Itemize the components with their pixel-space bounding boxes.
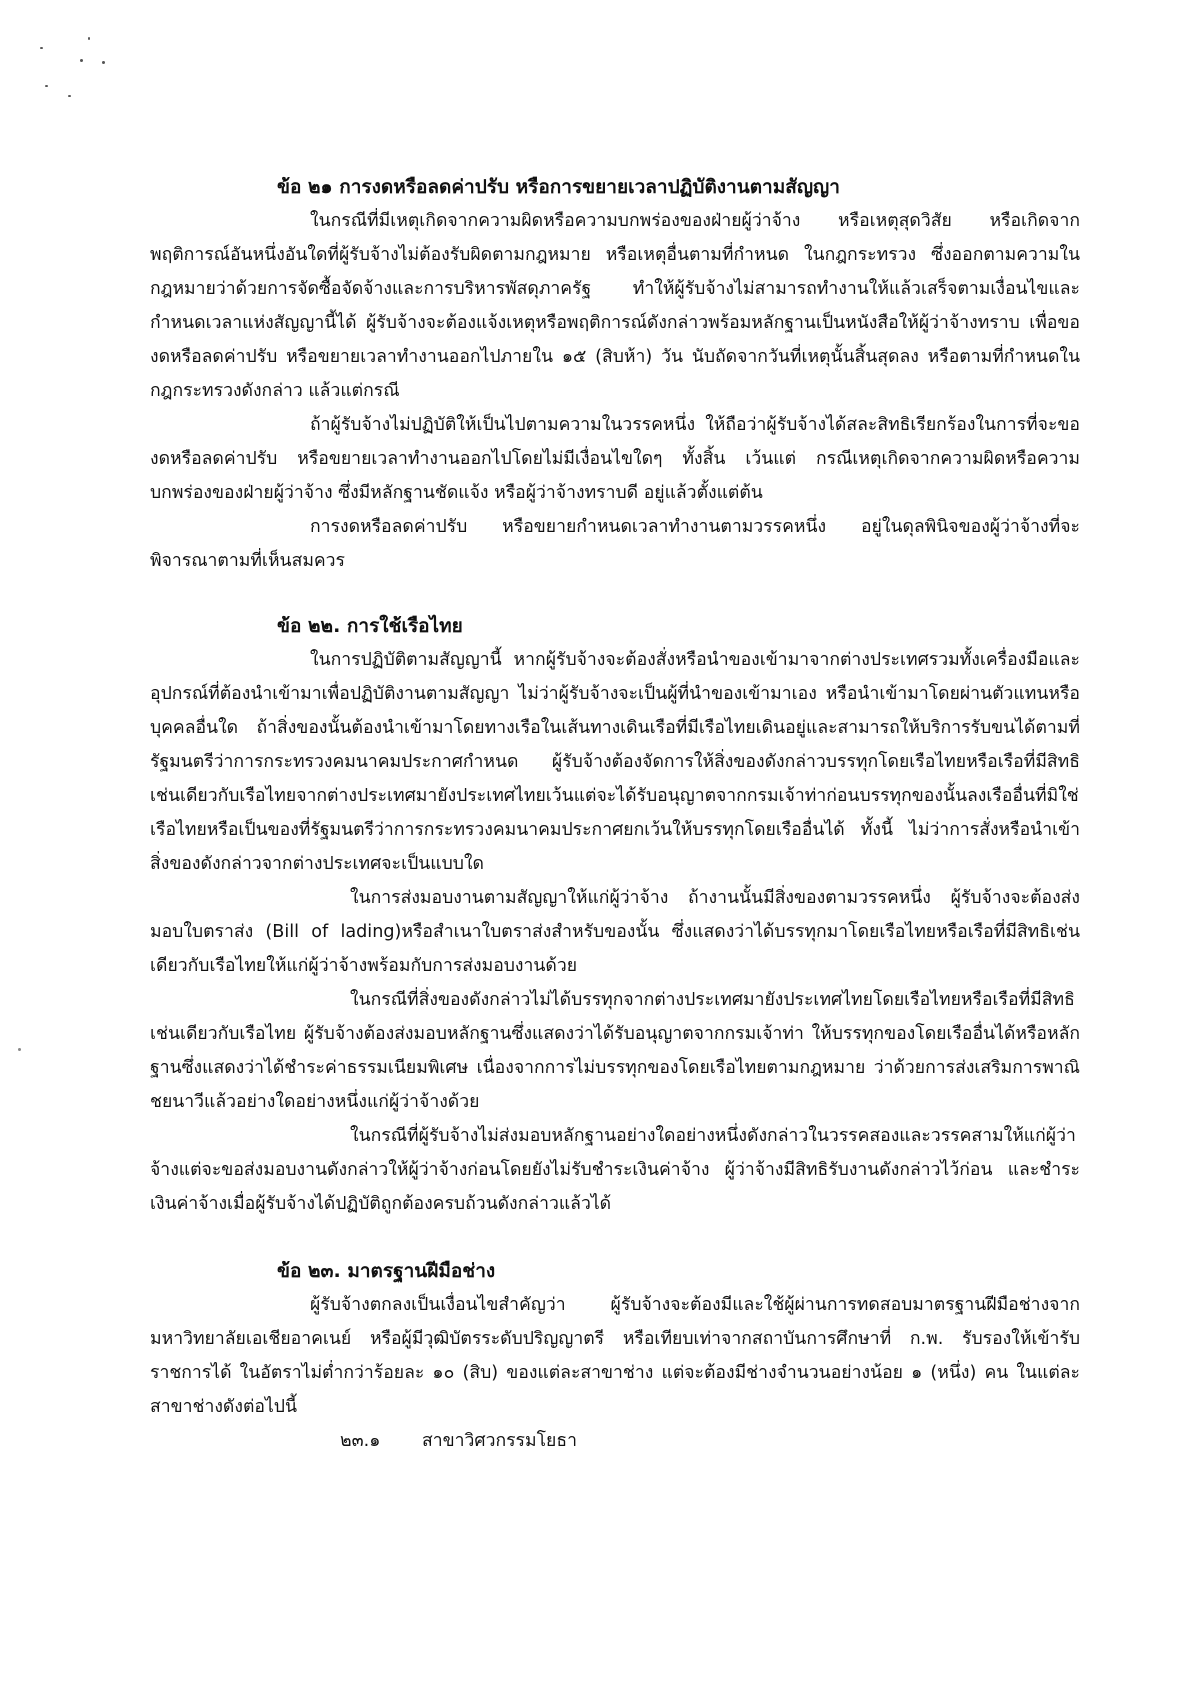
scan-speck [45,85,48,87]
scan-speck [68,95,71,97]
section-21 [150,170,1080,578]
section-gap [150,578,1080,609]
section-22-paragraph-2: ในการส่งมอบงานตามสัญญาให้แก่ผู้ว่าจ้าง ถ้างานนั้นมีสิ่งของตามวรรคหนึ่ง ผู้รับจ้างจะต้องส่งมอบใบตราส่ง (Bill of lading)หรือสำเนาใบตราส่งสำหรับของนั้น ซึ่งแสดงว่าได้บรรทุกมาโดยเรือไทยหรือเรือที่มีสิทธิเช่นเดียวกับเรือไทยให้แก่ผู้ว่าจ้างพร้อมกับการส่งมอบงานด้วย [150,888,1080,976]
section-21-heading: ข้อ ๒๑ การงดหรือลดค่าปรับ หรือการขยายเวลาปฏิบัติงานตามสัญญา [277,176,840,198]
section-23-subitem [150,1424,1080,1458]
section-22-paragraph-4: ในกรณีที่ผู้รับจ้างไม่ส่งมอบหลักฐานอย่างใดอย่างหนึ่งดังกล่าวในวรรคสองและวรรคสามให้แก่ผู้ว่าจ้างแต่จะขอส่งมอบงานดังกล่าวให้ผู้ว่าจ้างก่อนโดยยังไม่รับชำระเงินค่าจ้าง ผู้ว่าจ้างมีสิทธิรับงานดังกล่าวไว้ก่อน และชำระเงินค่าจ้างเมื่อผู้รับจ้างได้ปฏิบัติถูกต้องครบถ้วนดังกล่าวแล้วได้ [150,1126,1080,1214]
scan-speck [18,1048,21,1051]
section-21-paragraph-2: ถ้าผู้รับจ้างไม่ปฏิบัติให้เป็นไปตามความในวรรคหนึ่ง ให้ถือว่าผู้รับจ้างได้สละสิทธิเรียกร้องในการที่จะของดหรือลดค่าปรับ หรือขยายเวลาทำงานออกไปโดยไม่มีเงื่อนไขใดๆ ทั้งสิ้น เว้นแต่ กรณีเหตุเกิดจากความผิดหรือความบกพร่องของฝ่ายผู้ว่าจ้าง ซึ่งมีหลักฐานชัดแจ้ง หรือผู้ว่าจ้างทราบดี อยู่แล้วตั้งแต่ต้น [150,415,1080,503]
section-gap [150,1221,1080,1254]
section-22 [150,609,1080,1221]
section-21-paragraph-3: การงดหรือลดค่าปรับ หรือขยายกำหนดเวลาทำงานตามวรรคหนึ่ง อยู่ในดุลพินิจของผู้ว่าจ้างที่จะพิจารณาตามที่เห็นสมควร [150,517,1080,571]
section-22-paragraph-3: ในกรณีที่สิ่งของดังกล่าวไม่ได้บรรทุกจากต่างประเทศมายังประเทศไทยโดยเรือไทยหรือเรือที่มีสิทธิเช่นเดียวกับเรือไทย ผู้รับจ้างต้องส่งมอบหลักฐานซึ่งแสดงว่าได้รับอนุญาตจากกรมเจ้าท่า ให้บรรทุกของโดยเรืออื่นได้หรือหลักฐานซึ่งแสดงว่าได้ชำระค่าธรรมเนียมพิเศษ เนื่องจากการไม่บรรทุกของโดยเรือไทยตามกฎหมาย ว่าด้วยการส่งเสริมการพาณิชยนาวีแล้วอย่างใดอย่างหนึ่งแก่ผู้ว่าจ้างด้วย [150,990,1080,1112]
document-body [150,170,1080,1458]
subitem-label: สาขาวิศวกรรมโยธา [422,1431,577,1451]
section-23-paragraph-1: ผู้รับจ้างตกลงเป็นเงื่อนไขสำคัญว่า ผู้รับจ้างจะต้องมีและใช้ผู้ผ่านการทดสอบมาตรฐานฝีมือช่างจากมหาวิทยาลัยเอเชียอาคเนย์ หรือผู้มีวุฒิบัตรระดับปริญญาตรี หรือเทียบเท่าจากสถาบันการศึกษาที่ ก.พ. รับรองให้เข้ารับราชการได้ ในอัตราไม่ต่ำกว่าร้อยละ ๑๐ (สิบ) ของแต่ละสาขาช่าง แต่จะต้องมีช่างจำนวนอย่างน้อย ๑ (หนึ่ง) คน ในแต่ละสาขาช่างดังต่อไปนี้ [150,1295,1080,1417]
section-22-heading: ข้อ ๒๒. การใช้เรือไทย [277,615,463,637]
scan-speck [40,47,43,49]
subitem-number: ๒๓.๑ [340,1431,381,1451]
scan-speck [80,59,83,62]
section-23-heading: ข้อ ๒๓. มาตรฐานฝีมือช่าง [277,1260,496,1282]
scan-specks [40,35,140,115]
section-22-paragraph-1: ในการปฏิบัติตามสัญญานี้ หากผู้รับจ้างจะต้องสั่งหรือนำของเข้ามาจากต่างประเทศรวมทั้งเครื่องมือและอุปกรณ์ที่ต้องนำเข้ามาเพื่อปฏิบัติงานตามสัญญา ไม่ว่าผู้รับจ้างจะเป็นผู้ที่นำของเข้ามาเอง หรือนำเข้ามาโดยผ่านตัวแทนหรือบุคคลอื่นใด ถ้าสิ่งของนั้นต้องนำเข้ามาโดยทางเรือในเส้นทางเดินเรือที่มีเรือไทยเดินอยู่และสามารถให้บริการรับขนได้ตามที่รัฐมนตรีว่าการกระทรวงคมนาคมประกาศกำหนด ผู้รับจ้างต้องจัดการให้สิ่งของดังกล่าวบรรทุกโดยเรือไทยหรือเรือที่มีสิทธิเช่นเดียวกับเรือไทยจากต่างประเทศมายังประเทศไทยเว้นแต่จะได้รับอนุญาตจากกรมเจ้าท่าก่อนบรรทุกของนั้นลงเรืออื่นที่มิใช่เรือไทยหรือเป็นของที่รัฐมนตรีว่าการกระทรวงคมนาคมประกาศยกเว้นให้บรรทุกโดยเรืออื่นได้ ทั้งนี้ ไม่ว่าการสั่งหรือนำเข้าสิ่งของดังกล่าวจากต่างประเทศจะเป็นแบบใด [150,650,1080,874]
section-23 [150,1254,1080,1458]
section-21-paragraph-1: ในกรณีที่มีเหตุเกิดจากความผิดหรือความบกพร่องของฝ่ายผู้ว่าจ้าง หรือเหตุสุดวิสัย หรือเกิดจากพฤติการณ์อันหนึ่งอันใดที่ผู้รับจ้างไม่ต้องรับผิดตามกฎหมาย หรือเหตุอื่นตามที่กำหนด ในกฎกระทรวง ซึ่งออกตามความในกฎหมายว่าด้วยการจัดซื้อจัดจ้างและการบริหารพัสดุภาครัฐ ทำให้ผู้รับจ้างไม่สามารถทำงานให้แล้วเสร็จตามเงื่อนไขและกำหนดเวลาแห่งสัญญานี้ได้ ผู้รับจ้างจะต้องแจ้งเหตุหรือพฤติการณ์ดังกล่าวพร้อมหลักฐานเป็นหนังสือให้ผู้ว่าจ้างทราบ เพื่อของดหรือลดค่าปรับ หรือขยายเวลาทำงานออกไปภายใน ๑๕ (สิบห้า) วัน นับถัดจากวันที่เหตุนั้นสิ้นสุดลง หรือตามที่กำหนดในกฎกระทรวงดังกล่าว แล้วแต่กรณี [150,211,1080,401]
scan-speck [88,37,90,40]
scan-speck [102,61,105,64]
